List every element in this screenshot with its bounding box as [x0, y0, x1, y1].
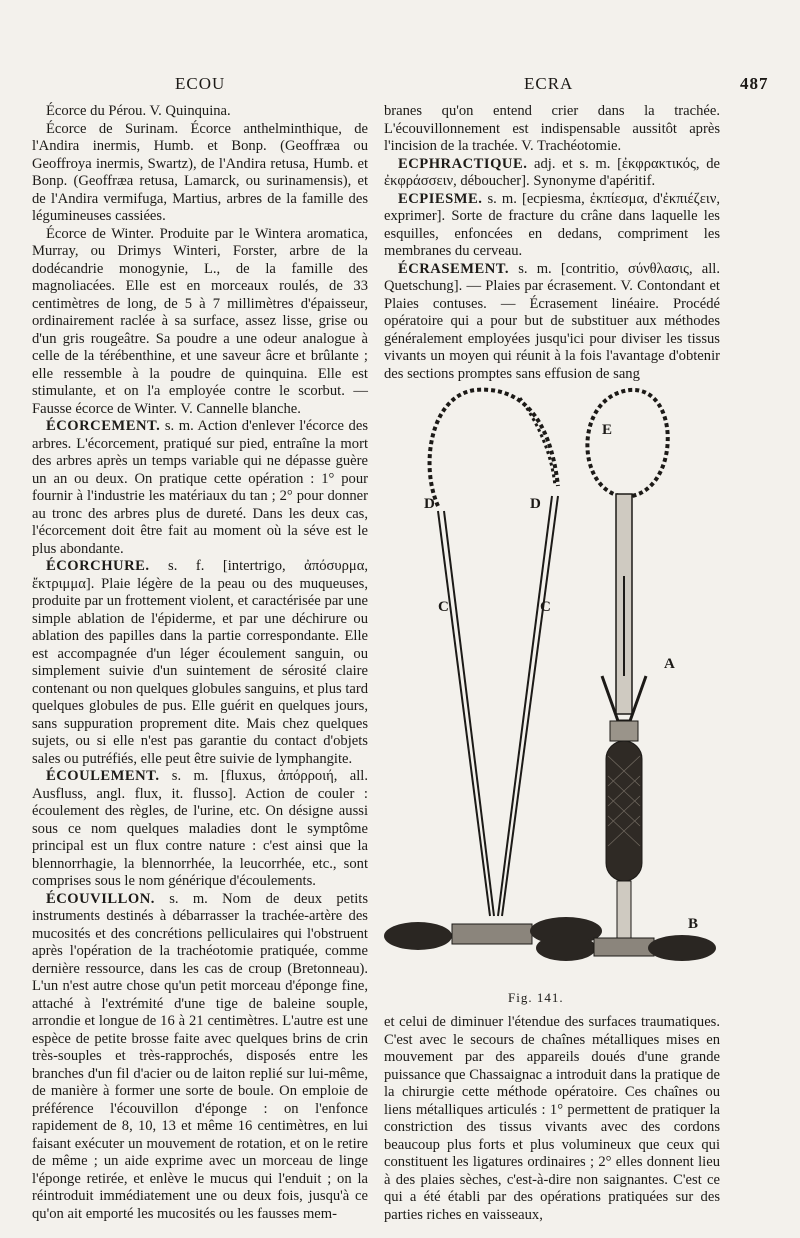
label-D-left: D: [424, 496, 435, 512]
figure-141-ecraseur-illustration: [380, 376, 724, 991]
entry-text: Écorce du Pérou. V. Quinquina.: [46, 103, 231, 119]
entry-headword: ÉCORCHURE.: [46, 558, 150, 574]
chain-loop-left-inner: [520, 398, 555, 486]
entry-headword: ÉCRASEMENT.: [398, 260, 510, 277]
label-B: B: [688, 916, 699, 932]
rod-right-2: [502, 496, 558, 916]
collar-right: [610, 721, 638, 741]
handle-right-instrument: [536, 935, 716, 961]
dictionary-entry: [384, 103, 720, 156]
chain-loop-left: [430, 390, 558, 506]
page-number: 487: [740, 74, 769, 93]
dictionary-entry: [384, 261, 720, 384]
dictionary-entry: [32, 103, 368, 121]
dictionary-entry: [32, 558, 368, 768]
right-column-top: [384, 103, 720, 383]
entry-text: Écorce de Surinam. Écorce anthelminthique, de l'Andira inermis, Humb. et Bonp. (Geoffræa ou Geoffroya inermis, Swartz), de l'Andira retusa, Humb. et Bonp. (Geoffræa retusa, Lamarck, ou surinamensis), et de l'Andira vermifuga, Martius, arbres de la famille des légumineuses cassiées.: [32, 120, 368, 224]
entry-headword: ECPIESME.: [398, 190, 483, 207]
entry-text: adj. et s. m. [ἐκφρακτικός, de ἐκφράσσειν, déboucher]. Synonyme d'apéritif.: [384, 155, 720, 189]
entry-text: s. f. [intertrigo, ἀπόσυρμα, ἔκτριμμα]. Plaie légère de la peau ou des muqueuses, produite par un frottement violent, et caractérisée par une simple ablation de l'épiderme, et par une déchirure ou ablation des papilles dans la partie correspondante. Elle est accompagnée d'un léger écoulement sanguin, ou simplement suivie d'un suintement de sérosité claire contenant ou non quelques globules sanguins, et plus tard quelques globules de pus. Elle guérit en quelques jours, sans suppuration proprement dite. Mais chez quelques sujets, ou si elle n'est pas garantie du contact d'objets sales ou putréfiés, elle peut être suivie de lymphangite.: [32, 558, 369, 767]
entry-text: Écorce de Winter. Produite par le Wintera aromatica, Murray, ou Drimys Winteri, Forster, arbre de la dodécandrie monogynie, L., de la famille des magnoliacées. Elle est en morceaux roulés, de 33 centimètres de long, de 5 à 7 millimètres d'épaisseur, ordinairement raclée à sa surface, assez lisse, grise ou d'un gris rougeâtre. Sa poudre a une odeur analogue à celle de la térébenthine, et une saveur âcre et brûlante ; elle ressemble à la poudre de quinquina. Elle est stimulante, et on l'a employée contre le scorbut. — Fausse écorce de Winter. V. Cannelle blanche.: [32, 225, 368, 417]
entry-headword: ÉCORCEMENT.: [46, 418, 161, 434]
left-column: [32, 103, 368, 1223]
lower-shaft-right: [617, 881, 631, 941]
dictionary-entry: [32, 121, 368, 226]
dictionary-entry: [32, 891, 368, 1224]
dictionary-entry: [32, 418, 368, 558]
dictionary-entry: [32, 226, 368, 419]
entry-text: s. m. [contritio, σύνθλασις, all. Quetschung]. — Plaies par écrasement. V. Contondant et Plaies contuses. — Écrasement linéaire. Procédé opératoire qui a pour but de substituer aux méthodes généralement employées jusqu'ici pour diviser les tissus vivants un moyen qui réunit à la fois l'avantage d'obtenir des sections promptes sans effusion de sang: [384, 260, 720, 382]
entry-text: s. m. [ecpiesma, ἐκπίεσμα, d'ἐκπιέζειν, exprimer]. Sorte de fracture du crâne dans laquelle les esquilles, enfoncées en dedans, compriment les membranes du cerveau.: [384, 190, 720, 259]
rod-left-1: [438, 511, 490, 916]
running-header-left: ECOU: [175, 74, 226, 93]
entry-text: et celui de diminuer l'étendue des surfaces traumatiques. C'est avec le secours de chaînes métalliques mises en mouvement par des appareils doués d'une grande puissance que Chassaignac a introduit dans la pratique de la chirurgie cette méthode opératoire. Ces chaînes ou liens métalliques articulés : 1° permettent de pratiquer la constriction des tissus vivants avec des cordons beaucoup plus forts et plus volumineux que ceux qui constituent les ligatures ordinaires ; 2° elles donnent lieu à des plaies sèches, c'est-à-dire non saignantes. C'est ce qui a été établi par des opérations pratiquées sur des parties riches en vaisseaux,: [384, 1014, 720, 1223]
entry-text: branes qu'on entend crier dans la trachée. L'écouvillonnement est indispensable aussitôt après l'incision de la trachée. V. Trachéotomie.: [384, 103, 720, 154]
dictionary-entry: [384, 191, 720, 261]
dictionary-entry: [32, 768, 368, 891]
entry-headword: ECPHRACTIQUE.: [398, 155, 528, 172]
label-C-right: C: [540, 599, 551, 615]
rod-right-1: [498, 496, 552, 916]
rod-left-2: [444, 511, 494, 916]
entry-text: s. m. Action d'enlever l'écorce des arbres. L'écorcement, pratiqué sur pied, entraîne la mort des arbres après un temps variable qui ne dépasse guère un an ou deux. On pratique cette opération : 1° pour fournir à l'industrie les matériaux du tan ; 2° pour donner au tronc des arbres plus de dureté. Dans les deux cas, l'écorcement doit être fait au moment où la séve est le plus abondante.: [32, 418, 368, 557]
figure-caption: Fig. 141.: [508, 990, 564, 1005]
label-D-right: D: [530, 496, 541, 512]
entry-headword: ÉCOUVILLON.: [46, 890, 155, 907]
dictionary-entry: [384, 1014, 720, 1224]
label-E: E: [602, 422, 613, 438]
entry-headword: ÉCOULEMENT.: [46, 768, 160, 784]
entry-text: s. m. [fluxus, ἀπόρροιή, all. Ausfluss, angl. flux, it. flusso]. Action de couler : écoulement des règles, de l'urine, etc. On désigne aussi sous ce nom quelques maladies dont le symptôme principal est un flux contre nature : c'est ainsi que la blennorrhagie, la blennorrhée, la leucorrhée, etc., sont comprises sous le nom générique d'écoulements.: [32, 768, 368, 889]
running-header-right: ECRA: [524, 74, 574, 93]
dictionary-entry: [384, 156, 720, 191]
label-A: A: [664, 656, 675, 672]
right-column-bottom: [384, 1014, 720, 1224]
chain-loop-right: [587, 390, 667, 496]
label-C-left: C: [438, 599, 449, 615]
entry-text: s. m. Nom de deux petits instruments destinés à débarrasser la trachée-artère des mucosités et des concrétions pelliculaires qui l'obstruent après l'opération de la trachéotomie pratiquée, comme dernière ressource, dans les cas de croup (Bretonneau). L'un n'est autre chose qu'un petit morceau d'éponge fine, attaché à l'extrémité d'une tige de baleine souple, arrondie et longue de 16 à 21 centimètres. L'autre est une espèce de petite brosse faite avec quelques brins de crin très-souples et très-rapprochés, disposés entre les branches d'un fil d'acier ou de laiton replié sur lui-même, de manière à former une sorte de boule. On emploie de préférence l'écouvillon d'éponge : on l'enfonce rapidement de 8, 10, 13 et même 16 centimètres, en lui faisant exécuter un mouvement de rotation, et on le retire de même ; un aide exprime avec un morceau de linge l'éponge retirée, et enlève le mucus qui l'enduit ; on la réintroduit immédiatement une ou deux fois, jusqu'à ce qu'on ait emporté les mucosités ou les fausses mem-: [32, 890, 368, 1222]
